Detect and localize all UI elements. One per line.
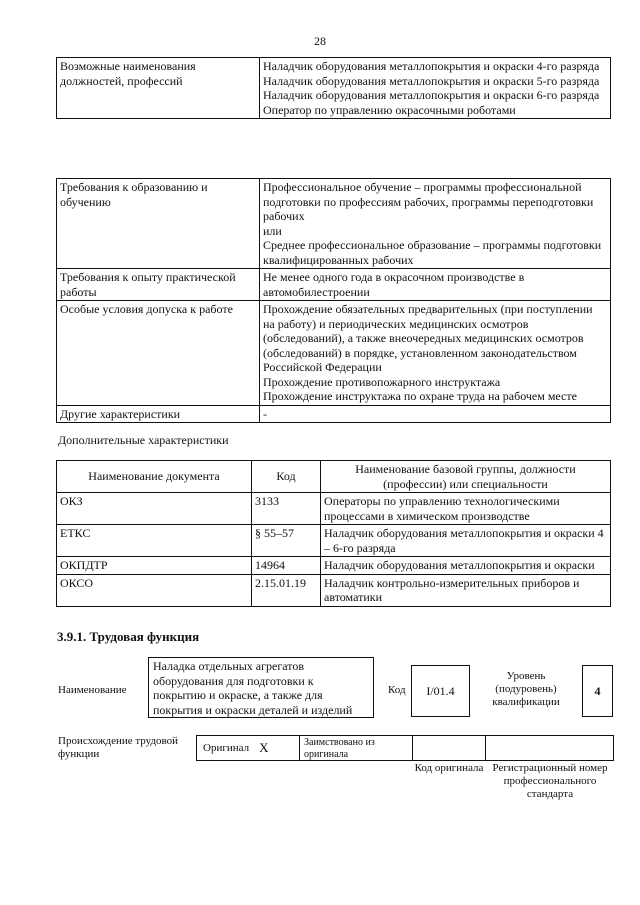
other-label: Другие характеристики	[57, 405, 260, 423]
text-line: Прохождение инструктажа по охране труда на рабочем месте	[263, 389, 577, 403]
level-label: Уровень (подуровень) квалификации	[492, 670, 560, 708]
text-line: Профессиональное обучение – программы профессиональной подготовки по профессиям рабочих, программы переподготовки рабочих	[263, 180, 594, 223]
text-line: -	[263, 406, 267, 421]
job-titles-label: Возможные наименования должностей, профессий	[57, 58, 260, 119]
original-mark: X	[259, 740, 269, 755]
table-row	[57, 493, 611, 525]
education-label: Требования к образованию и обучению	[57, 179, 260, 269]
experience-value	[260, 269, 611, 301]
cell-document: ЕТКС	[57, 525, 252, 557]
cell-code: 14964	[252, 557, 321, 575]
reg-number-label: Регистрационный номер профессионального стандарта	[492, 762, 608, 800]
job-titles-values	[260, 58, 611, 119]
table-row	[57, 301, 611, 406]
origin-label: Происхождение трудовой функции	[58, 735, 179, 760]
page-number: 28	[314, 34, 326, 48]
original-label: Оригинал	[203, 742, 250, 754]
section-title: 3.9.1. Трудовая функция	[57, 629, 200, 644]
code-label: Код	[388, 684, 406, 696]
level-box: 4	[582, 665, 613, 717]
job-title-item: Наладчик оборудования металлопокрытия и окраски 6-го разряда	[263, 88, 600, 102]
table-row	[57, 179, 611, 269]
function-name-box: Наладка отдельных агрегатов оборудования для подготовки к покрытию и окраске, а также для покрытия и окраски деталей и изделий	[148, 657, 374, 718]
text-line: Прохождение обязательных предварительных (при поступлении на работу) и периодических медицинских осмотров (обследований), а также внеочередных медицинских осмотров (обследований) в порядке, установленном законодательством Российской Федерации	[263, 302, 593, 374]
borrowed-cell: Заимствовано из оригинала	[299, 735, 413, 761]
function-code-box: I/01.4	[411, 665, 470, 717]
admission-value	[260, 301, 611, 406]
table-row	[57, 269, 611, 301]
other-value	[260, 405, 611, 423]
table-header-row	[57, 461, 611, 493]
table-row	[57, 574, 611, 606]
job-title-item: Наладчик оборудования металлопокрытия и окраски 5-го разряда	[263, 73, 600, 88]
cell-document: ОКЗ	[57, 493, 252, 525]
experience-label: Требования к опыту практической работы	[57, 269, 260, 301]
table-row	[57, 525, 611, 557]
code-original-cell	[412, 735, 486, 761]
text-line: Не менее одного года в окрасочном производстве в автомобилестроении	[263, 270, 525, 299]
table-row	[57, 58, 611, 119]
header-name: Наименование базовой группы, должности (профессии) или специальности	[321, 461, 611, 493]
origin-row	[197, 735, 614, 761]
reg-number-cell	[485, 735, 614, 761]
cell-name: Наладчик оборудования металлопокрытия и окраски 4 – 6-го разряда	[321, 525, 611, 557]
text-line: Среднее профессиональное образование – программы подготовки квалифицированных рабочих	[263, 238, 602, 267]
code-original-label: Код оригинала	[414, 762, 484, 774]
cell-name: Наладчик контрольно-измерительных приборов и автоматики	[321, 574, 611, 606]
text-line: или	[263, 223, 282, 238]
job-title-item: Наладчик оборудования металлопокрытия и окраски 4-го разряда	[263, 59, 600, 73]
name-label: Наименование	[58, 684, 127, 696]
cell-name: Операторы по управлению технологическими процессами в химическом производстве	[321, 493, 611, 525]
text-line: Прохождение противопожарного инструктажа	[263, 374, 501, 389]
cell-document: ОКСО	[57, 574, 252, 606]
original-cell	[196, 735, 300, 761]
cell-code: § 55–57	[252, 525, 321, 557]
education-value	[260, 179, 611, 269]
table-row	[57, 557, 611, 575]
requirements-table	[56, 178, 611, 423]
cell-name: Наладчик оборудования металлопокрытия и окраски	[321, 557, 611, 575]
job-title-item: Оператор по управлению окрасочными роботами	[263, 102, 516, 117]
header-document: Наименование документа	[57, 461, 252, 493]
cell-document: ОКПДТР	[57, 557, 252, 575]
cell-code: 2.15.01.19	[252, 574, 321, 606]
additional-title: Дополнительные характеристики	[58, 433, 229, 447]
table-row	[57, 405, 611, 423]
additional-table	[56, 460, 611, 607]
header-code: Код	[252, 461, 321, 493]
cell-code: 3133	[252, 493, 321, 525]
admission-label: Особые условия допуска к работе	[57, 301, 260, 406]
job-titles-table	[56, 57, 611, 119]
